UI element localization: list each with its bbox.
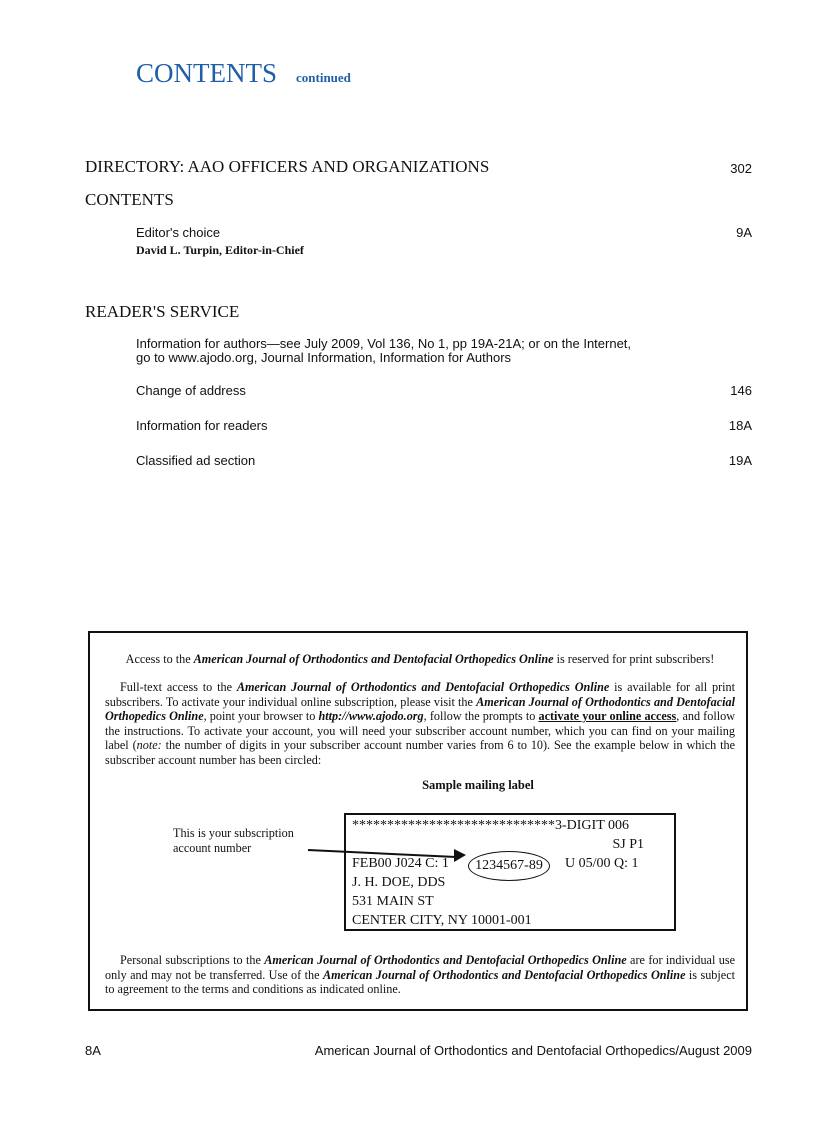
toc-item-page: 18A	[728, 418, 752, 433]
text: Personal subscriptions to the	[120, 953, 265, 967]
text: are for individual use only and may not be transferred. Use of the	[105, 953, 735, 982]
label-line: CENTER CITY, NY 10001-001	[352, 913, 532, 928]
label-line: FEB00 J024 C: 1	[352, 856, 449, 871]
pointer-text-line: account number	[173, 841, 252, 855]
text: is subject to agreement to the terms and conditions as indicated online.	[105, 967, 735, 997]
text: , follow the prompts to	[423, 709, 539, 724]
info-authors-line2: go to www.ajodo.org, Journal Information, Information for Authors	[136, 350, 512, 365]
section-readers-service: READER'S SERVICE	[85, 302, 240, 321]
page-title: CONTENTS	[136, 58, 277, 88]
toc-item-info-readers: Information for readers	[136, 418, 268, 433]
toc-item-classified: Classified ad section	[136, 453, 256, 468]
activate-access-link[interactable]: activate your online access	[538, 709, 677, 724]
notice-paragraph-3	[105, 953, 735, 997]
label-line: *****************************3-DIGIT 006	[352, 818, 630, 833]
info-authors-line1: Information for authors—see July 2009, Vol 136, No 1, pp 19A-21A; or on the Internet,	[136, 336, 632, 351]
toc-item-author: David L. Turpin, Editor-in-Chief	[136, 243, 304, 257]
footer-journal: American Journal of Orthodontics and Dentofacial Orthopedics/August 2009	[314, 1043, 752, 1058]
label-line: U 05/00 Q: 1	[565, 856, 639, 871]
sample-label-title: Sample mailing label	[422, 778, 534, 792]
pointer-text-line: This is your subscription	[173, 826, 294, 840]
journal-name: American Journal of Orthodontics and Dentofacial Orthopedics Online	[105, 694, 735, 724]
toc-directory: DIRECTORY: AAO OFFICERS AND ORGANIZATIONS	[85, 157, 490, 176]
text: , and follow the instructions. To activate your account, you will need your subscriber account number, which you can find on your mailing label (	[105, 709, 736, 753]
continued-label: continued	[296, 70, 351, 85]
label-line: J. H. DOE, DDS	[352, 875, 446, 890]
toc-item-editors-choice: Editor's choice	[136, 225, 221, 240]
journal-name: American Journal of Orthodontics and Dentofacial Orthopedics Online	[193, 652, 554, 666]
toc-item-page: 19A	[728, 453, 752, 468]
account-number-circled: 1234567-89	[468, 851, 550, 881]
section-contents: CONTENTS	[85, 190, 174, 209]
toc-item-change-address: Change of address	[136, 383, 246, 398]
text: Access to the	[125, 652, 194, 666]
toc-item-page: 9A	[736, 225, 752, 240]
toc-directory-page: 302	[730, 161, 752, 176]
text: is reserved for print subscribers!	[553, 652, 715, 666]
note-label: note:	[136, 738, 162, 753]
website-link[interactable]: http://www.ajodo.org	[318, 709, 424, 724]
label-line: SJ P1	[612, 837, 644, 852]
text: the number of digits in your subscriber account number varies from 6 to 10). See the example below in which the subscriber account number has been circled:	[105, 738, 735, 767]
sample-mailing-label	[344, 813, 676, 931]
journal-name: American Journal of Orthodontics and Dentofacial Orthopedics Online	[236, 680, 610, 694]
text: , point your browser to	[203, 709, 319, 724]
journal-name: American Journal of Orthodontics and Dentofacial Orthopedics Online	[322, 967, 686, 982]
online-access-notice	[88, 631, 748, 1011]
toc-item-page: 146	[730, 383, 752, 398]
footer-page-number: 8A	[85, 1043, 101, 1058]
text: is available for all print subscribers. To activate your individual online subscription, please visit the	[105, 680, 735, 709]
journal-name: American Journal of Orthodontics and Dentofacial Orthopedics Online	[264, 953, 627, 967]
label-line: 531 MAIN ST	[352, 894, 434, 909]
text: Full-text access to the	[120, 680, 237, 694]
